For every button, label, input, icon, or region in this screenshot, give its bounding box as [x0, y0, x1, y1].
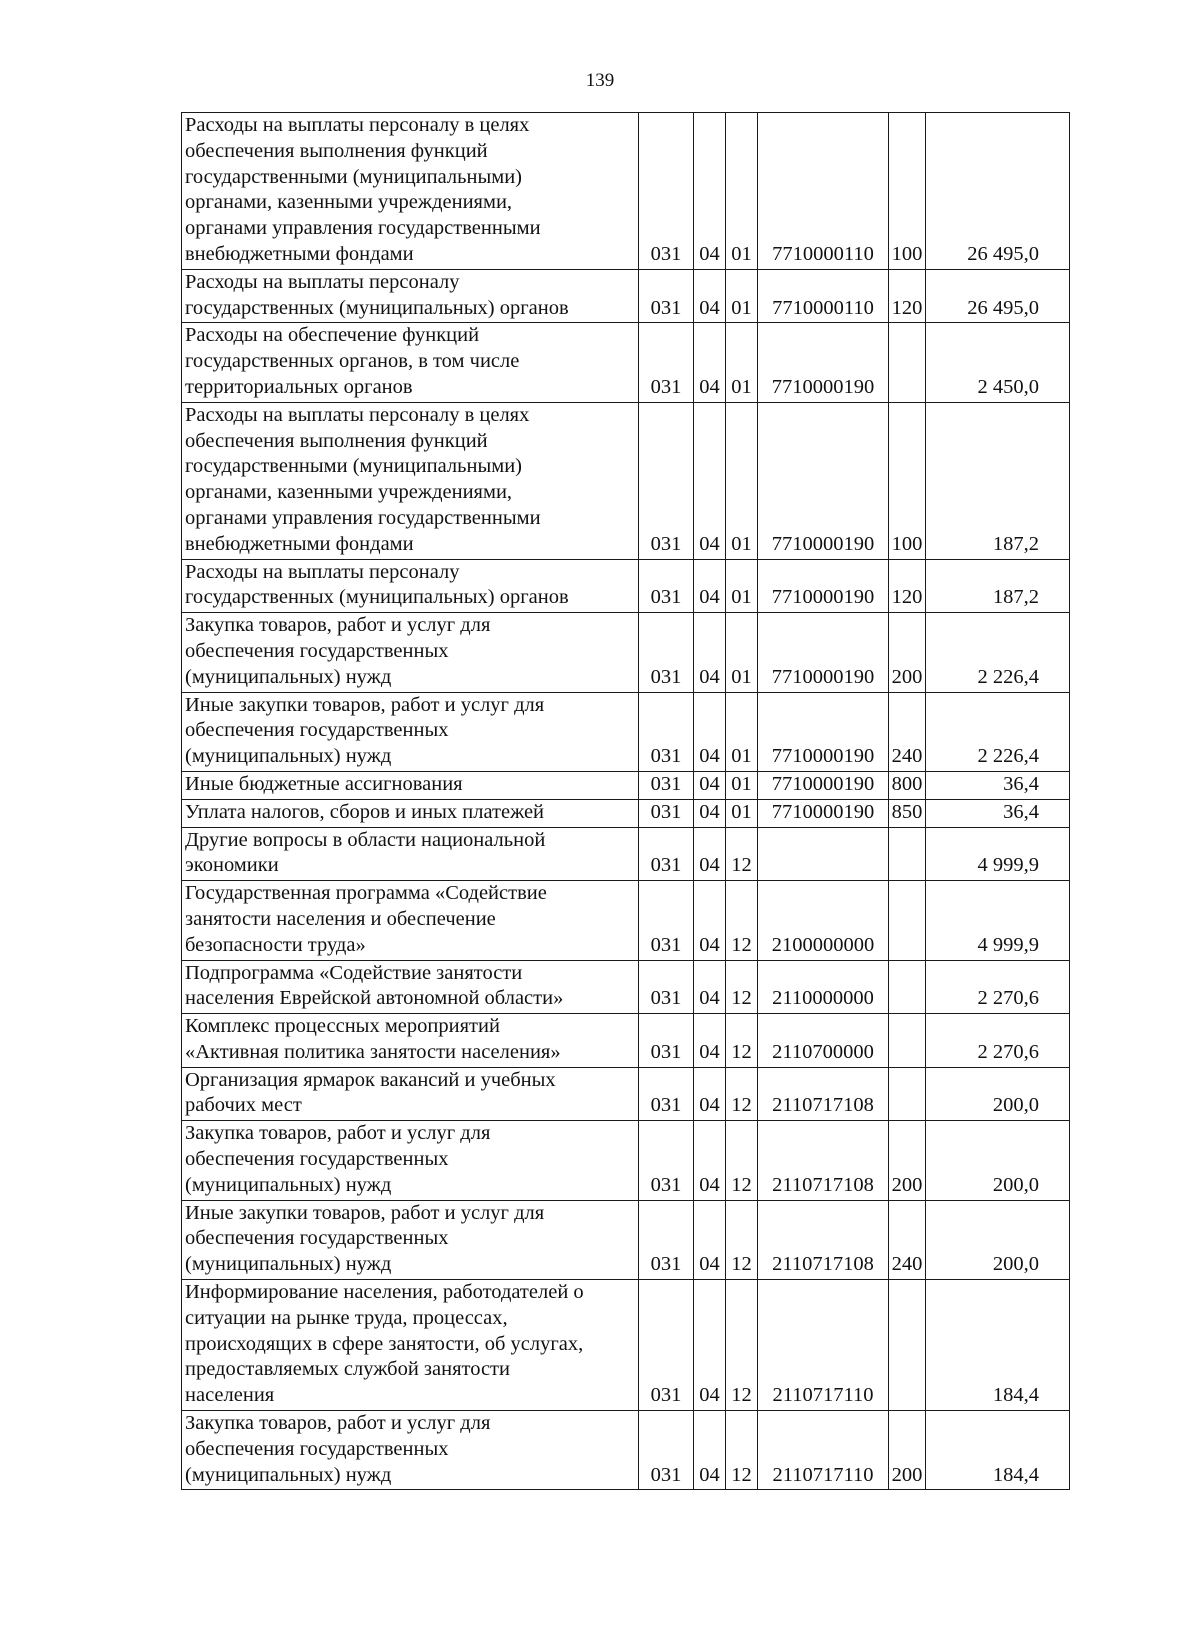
expense-name-cell: Закупка товаров, работ и услуг для обеспечения государственных (муниципальных) нужд	[182, 1121, 639, 1200]
grbs-code-cell: 031	[639, 771, 694, 799]
table-row	[182, 1280, 1070, 1411]
grbs-code-cell: 031	[639, 881, 694, 960]
table-row	[182, 799, 1070, 827]
expense-name-cell: Иные закупки товаров, работ и услуг для обеспечения государственных (муниципальных) нужд	[182, 692, 639, 771]
amount-cell: 36,4	[926, 771, 1070, 799]
expense-type-cell: 100	[889, 113, 926, 270]
expense-type-cell: 120	[889, 269, 926, 323]
table-row	[182, 692, 1070, 771]
table-row	[182, 613, 1070, 692]
expense-type-cell	[889, 1014, 926, 1068]
subsection-code-cell: 01	[726, 402, 758, 559]
amount-cell: 36,4	[926, 799, 1070, 827]
grbs-code-cell: 031	[639, 323, 694, 402]
grbs-code-cell: 031	[639, 269, 694, 323]
expense-type-cell: 200	[889, 613, 926, 692]
section-code-cell: 04	[694, 1014, 726, 1068]
target-article-cell: 2110717110	[758, 1411, 889, 1490]
amount-cell: 184,4	[926, 1280, 1070, 1411]
expense-name-cell: Организация ярмарок вакансий и учебных рабочих мест	[182, 1067, 639, 1121]
target-article-cell: 2110700000	[758, 1014, 889, 1068]
section-code-cell: 04	[694, 323, 726, 402]
section-code-cell: 04	[694, 1067, 726, 1121]
subsection-code-cell: 12	[726, 1411, 758, 1490]
table-row	[182, 269, 1070, 323]
budget-table	[181, 112, 1070, 1490]
subsection-code-cell: 01	[726, 113, 758, 270]
target-article-cell: 7710000110	[758, 269, 889, 323]
grbs-code-cell: 031	[639, 1411, 694, 1490]
amount-cell: 2 226,4	[926, 692, 1070, 771]
grbs-code-cell: 031	[639, 827, 694, 881]
subsection-code-cell: 01	[726, 771, 758, 799]
subsection-code-cell: 12	[726, 1200, 758, 1279]
target-article-cell: 2110717110	[758, 1280, 889, 1411]
grbs-code-cell: 031	[639, 1121, 694, 1200]
expense-name-cell: Комплекс процессных мероприятий «Активная политика занятости населения»	[182, 1014, 639, 1068]
target-article-cell: 7710000190	[758, 613, 889, 692]
table-body	[182, 113, 1070, 1490]
section-code-cell: 04	[694, 269, 726, 323]
subsection-code-cell: 12	[726, 1067, 758, 1121]
table-row	[182, 881, 1070, 960]
table-row	[182, 827, 1070, 881]
subsection-code-cell: 12	[726, 1014, 758, 1068]
expense-name-cell: Расходы на выплаты персоналу в целях обеспечения выполнения функций государственными (муниципальными) органами, казенными учреждениями, органами управления государственными внебюджетными фондами	[182, 113, 639, 270]
expense-type-cell	[889, 960, 926, 1014]
section-code-cell: 04	[694, 960, 726, 1014]
section-code-cell: 04	[694, 881, 726, 960]
target-article-cell: 2100000000	[758, 881, 889, 960]
grbs-code-cell: 031	[639, 402, 694, 559]
section-code-cell: 04	[694, 1280, 726, 1411]
subsection-code-cell: 01	[726, 323, 758, 402]
expense-type-cell	[889, 323, 926, 402]
expense-type-cell	[889, 1280, 926, 1411]
target-article-cell: 7710000190	[758, 692, 889, 771]
section-code-cell: 04	[694, 827, 726, 881]
amount-cell: 2 450,0	[926, 323, 1070, 402]
subsection-code-cell: 01	[726, 613, 758, 692]
expense-type-cell: 100	[889, 402, 926, 559]
target-article-cell: 7710000190	[758, 402, 889, 559]
grbs-code-cell: 031	[639, 960, 694, 1014]
subsection-code-cell: 01	[726, 269, 758, 323]
section-code-cell: 04	[694, 692, 726, 771]
expense-type-cell: 200	[889, 1411, 926, 1490]
expense-name-cell: Расходы на выплаты персоналу в целях обеспечения выполнения функций государственными (муниципальными) органами, казенными учреждениями, органами управления государственными внебюджетными фондами	[182, 402, 639, 559]
expense-name-cell: Уплата налогов, сборов и иных платежей	[182, 799, 639, 827]
section-code-cell: 04	[694, 113, 726, 270]
grbs-code-cell: 031	[639, 1200, 694, 1279]
page-number: 139	[585, 70, 615, 91]
table-row	[182, 559, 1070, 613]
subsection-code-cell: 12	[726, 881, 758, 960]
amount-cell: 26 495,0	[926, 113, 1070, 270]
expense-name-cell: Государственная программа «Содействие занятости населения и обеспечение безопасности труда»	[182, 881, 639, 960]
table-row	[182, 113, 1070, 270]
grbs-code-cell: 031	[639, 1014, 694, 1068]
grbs-code-cell: 031	[639, 613, 694, 692]
table-row	[182, 1067, 1070, 1121]
grbs-code-cell: 031	[639, 1067, 694, 1121]
expense-name-cell: Расходы на обеспечение функций государственных органов, в том числе территориальных органов	[182, 323, 639, 402]
table-row	[182, 771, 1070, 799]
grbs-code-cell: 031	[639, 1280, 694, 1411]
grbs-code-cell: 031	[639, 799, 694, 827]
table-row	[182, 1411, 1070, 1490]
expense-type-cell	[889, 1067, 926, 1121]
target-article-cell	[758, 827, 889, 881]
expense-name-cell: Подпрограмма «Содействие занятости населения Еврейской автономной области»	[182, 960, 639, 1014]
expense-name-cell: Другие вопросы в области национальной экономики	[182, 827, 639, 881]
amount-cell: 187,2	[926, 402, 1070, 559]
table-row	[182, 1121, 1070, 1200]
expense-type-cell: 240	[889, 692, 926, 771]
expense-type-cell	[889, 881, 926, 960]
amount-cell: 2 270,6	[926, 1014, 1070, 1068]
target-article-cell: 7710000110	[758, 113, 889, 270]
expense-type-cell: 200	[889, 1121, 926, 1200]
section-code-cell: 04	[694, 771, 726, 799]
amount-cell: 184,4	[926, 1411, 1070, 1490]
subsection-code-cell: 12	[726, 960, 758, 1014]
expense-type-cell: 800	[889, 771, 926, 799]
amount-cell: 200,0	[926, 1200, 1070, 1279]
target-article-cell: 2110717108	[758, 1121, 889, 1200]
section-code-cell: 04	[694, 559, 726, 613]
amount-cell: 187,2	[926, 559, 1070, 613]
target-article-cell: 7710000190	[758, 323, 889, 402]
amount-cell: 200,0	[926, 1067, 1070, 1121]
subsection-code-cell: 01	[726, 692, 758, 771]
expense-type-cell: 120	[889, 559, 926, 613]
amount-cell: 4 999,9	[926, 827, 1070, 881]
amount-cell: 4 999,9	[926, 881, 1070, 960]
target-article-cell: 7710000190	[758, 559, 889, 613]
expense-type-cell: 240	[889, 1200, 926, 1279]
section-code-cell: 04	[694, 402, 726, 559]
table-row	[182, 1200, 1070, 1279]
section-code-cell: 04	[694, 1200, 726, 1279]
expense-name-cell: Расходы на выплаты персоналу государственных (муниципальных) органов	[182, 269, 639, 323]
subsection-code-cell: 12	[726, 1121, 758, 1200]
amount-cell: 2 226,4	[926, 613, 1070, 692]
expense-name-cell: Иные бюджетные ассигнования	[182, 771, 639, 799]
expense-type-cell: 850	[889, 799, 926, 827]
grbs-code-cell: 031	[639, 692, 694, 771]
section-code-cell: 04	[694, 613, 726, 692]
target-article-cell: 7710000190	[758, 771, 889, 799]
expense-type-cell	[889, 827, 926, 881]
table-row	[182, 323, 1070, 402]
target-article-cell: 2110717108	[758, 1200, 889, 1279]
amount-cell: 26 495,0	[926, 269, 1070, 323]
subsection-code-cell: 01	[726, 799, 758, 827]
table-row	[182, 1014, 1070, 1068]
section-code-cell: 04	[694, 799, 726, 827]
expense-name-cell: Иные закупки товаров, работ и услуг для обеспечения государственных (муниципальных) нужд	[182, 1200, 639, 1279]
amount-cell: 200,0	[926, 1121, 1070, 1200]
grbs-code-cell: 031	[639, 559, 694, 613]
subsection-code-cell: 12	[726, 827, 758, 881]
expense-name-cell: Закупка товаров, работ и услуг для обеспечения государственных (муниципальных) нужд	[182, 1411, 639, 1490]
grbs-code-cell: 031	[639, 113, 694, 270]
subsection-code-cell: 01	[726, 559, 758, 613]
table-row	[182, 960, 1070, 1014]
target-article-cell: 7710000190	[758, 799, 889, 827]
target-article-cell: 2110717108	[758, 1067, 889, 1121]
section-code-cell: 04	[694, 1411, 726, 1490]
target-article-cell: 2110000000	[758, 960, 889, 1014]
amount-cell: 2 270,6	[926, 960, 1070, 1014]
expense-name-cell: Информирование населения, работодателей о ситуации на рынке труда, процессах, происходящих в сфере занятости, об услугах, предоставляемых службой занятости населения	[182, 1280, 639, 1411]
table-row	[182, 402, 1070, 559]
expense-name-cell: Закупка товаров, работ и услуг для обеспечения государственных (муниципальных) нужд	[182, 613, 639, 692]
subsection-code-cell: 12	[726, 1280, 758, 1411]
expense-name-cell: Расходы на выплаты персоналу государственных (муниципальных) органов	[182, 559, 639, 613]
section-code-cell: 04	[694, 1121, 726, 1200]
